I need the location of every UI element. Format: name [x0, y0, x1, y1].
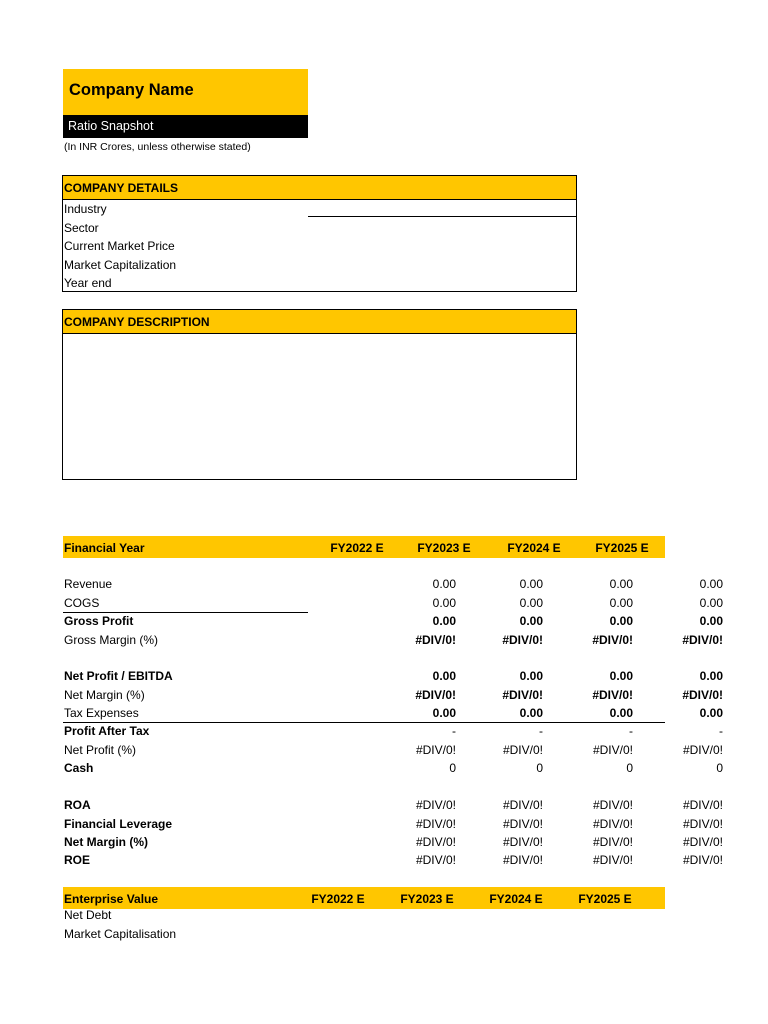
financial-cell: #DIV/0! [592, 853, 633, 867]
financial-row-label: Gross Margin (%) [64, 633, 159, 647]
company-details-section [62, 175, 577, 292]
financial-cell: 0.00 [519, 614, 543, 628]
financial-cell: #DIV/0! [502, 743, 543, 757]
financial-row-label: Net Margin (%) [64, 688, 145, 702]
financial-row-label: ROA [64, 798, 91, 812]
financial-row-label: Revenue [64, 577, 113, 591]
financial-row [63, 722, 723, 740]
financial-cell: 0.00 [432, 706, 456, 720]
financial-year-heading: Financial Year [64, 541, 145, 555]
financial-cell: #DIV/0! [592, 633, 633, 647]
enterprise-value-heading: Enterprise Value [64, 892, 159, 906]
detail-row-sector [63, 219, 576, 238]
year-header: FY2022 E [330, 541, 384, 555]
year-header: FY2024 E [489, 892, 543, 906]
financial-cell: #DIV/0! [415, 817, 456, 831]
financial-row-label: Tax Expenses [64, 706, 139, 720]
ev-row-net-debt [63, 906, 665, 924]
financial-cell: #DIV/0! [415, 798, 456, 812]
detail-label: Sector [64, 220, 99, 235]
financial-cell: 0.00 [432, 669, 456, 683]
year-header: FY2025 E [595, 541, 649, 555]
financial-cell: - [629, 724, 633, 738]
financial-row [63, 759, 723, 777]
financial-cell: #DIV/0! [682, 743, 723, 757]
financial-cell: 0.00 [699, 577, 723, 591]
financial-cell: #DIV/0! [415, 743, 456, 757]
financial-cell: #DIV/0! [502, 853, 543, 867]
financial-cell: 0.00 [609, 577, 633, 591]
financial-cell: 0.00 [432, 577, 456, 591]
financial-cell: #DIV/0! [502, 817, 543, 831]
year-header: FY2025 E [578, 892, 632, 906]
financial-cell: 0.00 [432, 614, 456, 628]
financial-cell: 0.00 [699, 706, 723, 720]
financial-cell: #DIV/0! [592, 835, 633, 849]
financial-cell: 0.00 [609, 669, 633, 683]
financial-cell: - [452, 724, 456, 738]
financial-cell: - [719, 724, 723, 738]
financial-cell: #DIV/0! [592, 798, 633, 812]
cogs-total-line [63, 612, 308, 613]
report-subtitle: Ratio Snapshot [68, 119, 154, 133]
financial-cell: #DIV/0! [502, 688, 543, 702]
detail-row-market-cap [63, 256, 576, 275]
financial-row-label: Net Profit (%) [64, 743, 137, 757]
financial-cell: 0 [626, 761, 633, 775]
financial-cell: #DIV/0! [592, 743, 633, 757]
financial-cell: 0 [449, 761, 456, 775]
company-details-heading: COMPANY DETAILS [64, 181, 179, 195]
financial-row [63, 575, 723, 593]
financial-cell: 0.00 [699, 596, 723, 610]
detail-row-market-price [63, 237, 576, 256]
financial-cell: 0 [536, 761, 543, 775]
financial-row [63, 686, 723, 704]
year-header: FY2022 E [311, 892, 365, 906]
financial-cell: #DIV/0! [415, 853, 456, 867]
detail-label: Year end [64, 276, 112, 290]
financial-row [63, 667, 723, 685]
financial-row-label: COGS [64, 596, 100, 610]
financial-cell: 0.00 [609, 706, 633, 720]
financial-row [63, 594, 723, 612]
financial-cell: #DIV/0! [415, 835, 456, 849]
year-header: FY2023 E [400, 892, 454, 906]
financial-row [63, 833, 723, 851]
financial-row [63, 741, 723, 759]
company-description-header [63, 310, 576, 334]
financial-cell: 0.00 [609, 614, 633, 628]
financial-cell: 0.00 [519, 706, 543, 720]
financial-row [63, 796, 723, 814]
company-name-banner [63, 69, 308, 115]
ev-row-label: Market Capitalisation [64, 927, 177, 941]
financial-year-header [63, 536, 665, 558]
financial-cell: #DIV/0! [682, 835, 723, 849]
units-note: (In INR Crores, unless otherwise stated) [64, 141, 251, 153]
financial-row [63, 612, 723, 630]
financial-cell: #DIV/0! [682, 817, 723, 831]
financial-row-label: Net Margin (%) [64, 835, 148, 849]
financial-row-label: Financial Leverage [64, 817, 173, 831]
financial-cell: 0.00 [699, 669, 723, 683]
financial-row-label: ROE [64, 853, 91, 867]
year-header: FY2024 E [507, 541, 561, 555]
ev-row-market-cap [63, 925, 665, 943]
financial-cell: #DIV/0! [502, 798, 543, 812]
detail-row-year-end [63, 274, 576, 293]
company-description-heading: COMPANY DESCRIPTION [64, 315, 210, 329]
financial-row-label: Net Profit / EBITDA [64, 669, 173, 683]
financial-cell: 0.00 [699, 614, 723, 628]
financial-cell: 0 [716, 761, 723, 775]
financial-cell: 0.00 [519, 596, 543, 610]
financial-row [63, 815, 723, 833]
year-header: FY2023 E [417, 541, 471, 555]
company-name: Company Name [69, 81, 194, 99]
ratio-snapshot-banner [63, 115, 308, 138]
financial-cell: 0.00 [609, 596, 633, 610]
financial-row [63, 704, 723, 722]
ev-row-label: Net Debt [64, 908, 112, 922]
industry-value-underline [308, 216, 576, 217]
detail-row-industry [63, 200, 576, 219]
financial-cell: #DIV/0! [682, 798, 723, 812]
company-description-section [62, 309, 577, 480]
financial-cell: #DIV/0! [682, 633, 723, 647]
financial-cell: 0.00 [519, 669, 543, 683]
financial-cell: #DIV/0! [592, 817, 633, 831]
financial-row [63, 851, 723, 869]
financial-cell: 0.00 [519, 577, 543, 591]
financial-cell: #DIV/0! [682, 688, 723, 702]
company-details-header [63, 176, 576, 200]
financial-cell: - [539, 724, 543, 738]
tax-total-line [63, 722, 665, 723]
financial-cell: #DIV/0! [502, 835, 543, 849]
financial-cell: 0.00 [432, 596, 456, 610]
financial-cell: #DIV/0! [415, 688, 456, 702]
financial-row-label: Profit After Tax [64, 724, 150, 738]
financial-cell: #DIV/0! [592, 688, 633, 702]
financial-cell: #DIV/0! [502, 633, 543, 647]
detail-label: Market Capitalization [64, 257, 177, 272]
financial-row-label: Gross Profit [64, 614, 134, 628]
financial-row-label: Cash [64, 761, 94, 775]
company-description-body[interactable] [63, 334, 576, 479]
detail-label: Current Market Price [64, 239, 175, 253]
detail-label: Industry [64, 202, 107, 216]
financial-row [63, 631, 723, 649]
financial-cell: #DIV/0! [682, 853, 723, 867]
financial-cell: #DIV/0! [415, 633, 456, 647]
